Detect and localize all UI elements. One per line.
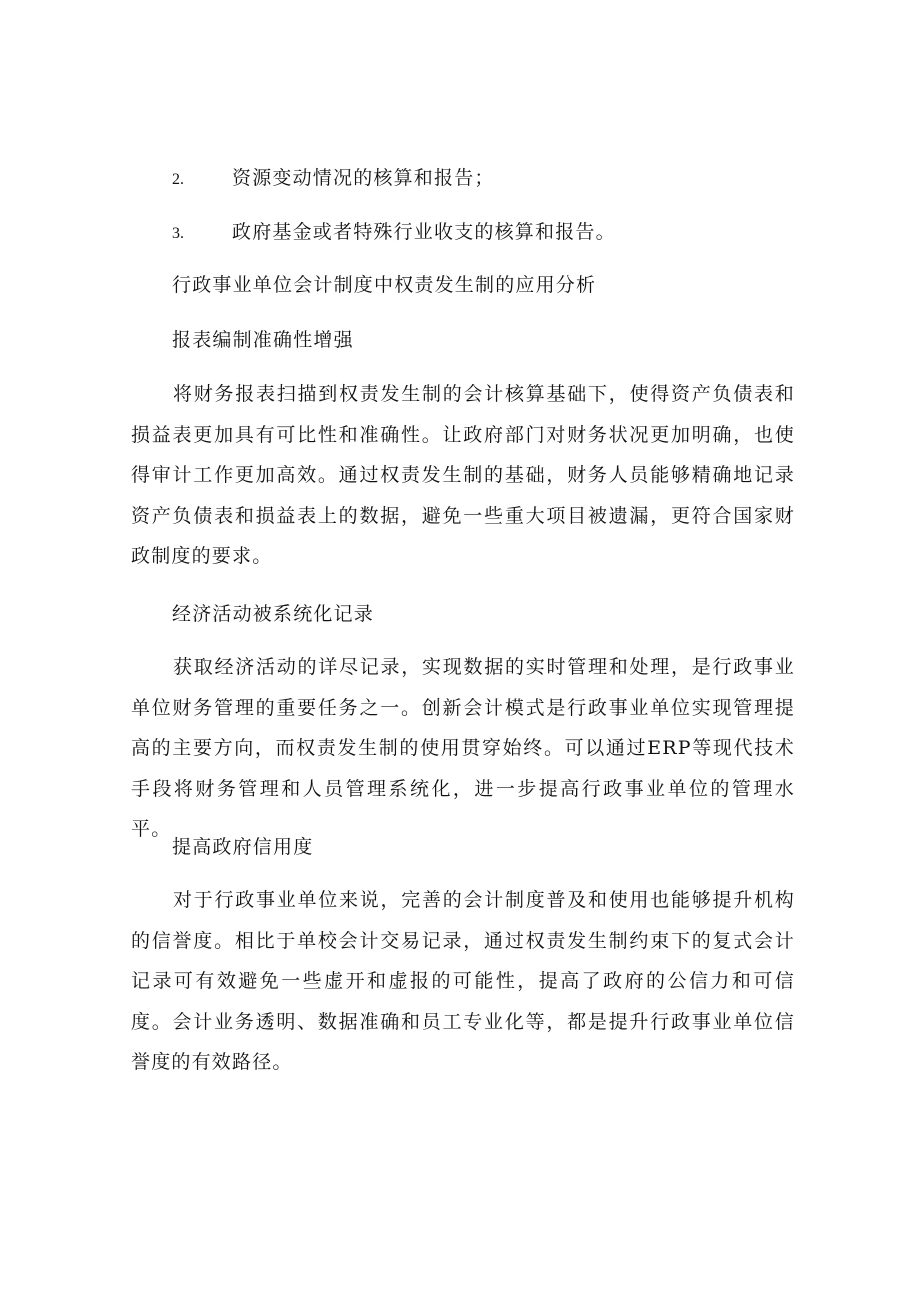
list-item: [172, 219, 772, 247]
list-text: 政府基金或者特殊行业收支的核算和报告。: [232, 221, 616, 243]
list-text: 资源变动情况的核算和报告；: [232, 167, 495, 189]
list-number: 3.: [172, 225, 184, 242]
subsection-heading: 报表编制准确性增强: [172, 329, 354, 351]
subsection-heading: 提高政府信用度: [172, 836, 314, 858]
section-title: 行政事业单位会计制度中权责发生制的应用分析: [172, 274, 597, 296]
list-number: 2.: [172, 171, 184, 188]
paragraph: 获取经济活动的详尽记录，实现数据的实时管理和处理，是行政事业单位财务管理的重要任务之一。创新会计模式是行政事业单位实现管理提高的主要方向，而权责发生制的使用贯穿始终。可以通过ERP等现代技术手段将财务管理和人员管理系统化，进一步提高行政事业单位的管理水平。: [131, 656, 795, 840]
paragraph: 对于行政事业单位来说，完善的会计制度普及和使用也能够提升机构的信誉度。相比于单校会计交易记录，通过权责发生制约束下的复式会计记录可有效避免一些虚开和虚报的可能性，提高了政府的公信力和可信度。会计业务透明、数据准确和员工专业化等，都是提升行政事业单位信誉度的有效路径。: [131, 889, 795, 1073]
paragraph: 将财务报表扫描到权责发生制的会计核算基础下，使得资产负债表和损益表更加具有可比性和准确性。让政府部门对财务状况更加明确，也使得审计工作更加高效。通过权责发生制的基础，财务人员能够精确地记录资产负债表和损益表上的数据，避免一些重大项目被遗漏，更符合国家财政制度的要求。: [131, 383, 795, 567]
list-item: [172, 165, 772, 193]
subsection-heading: 经济活动被系统化记录: [172, 603, 375, 625]
